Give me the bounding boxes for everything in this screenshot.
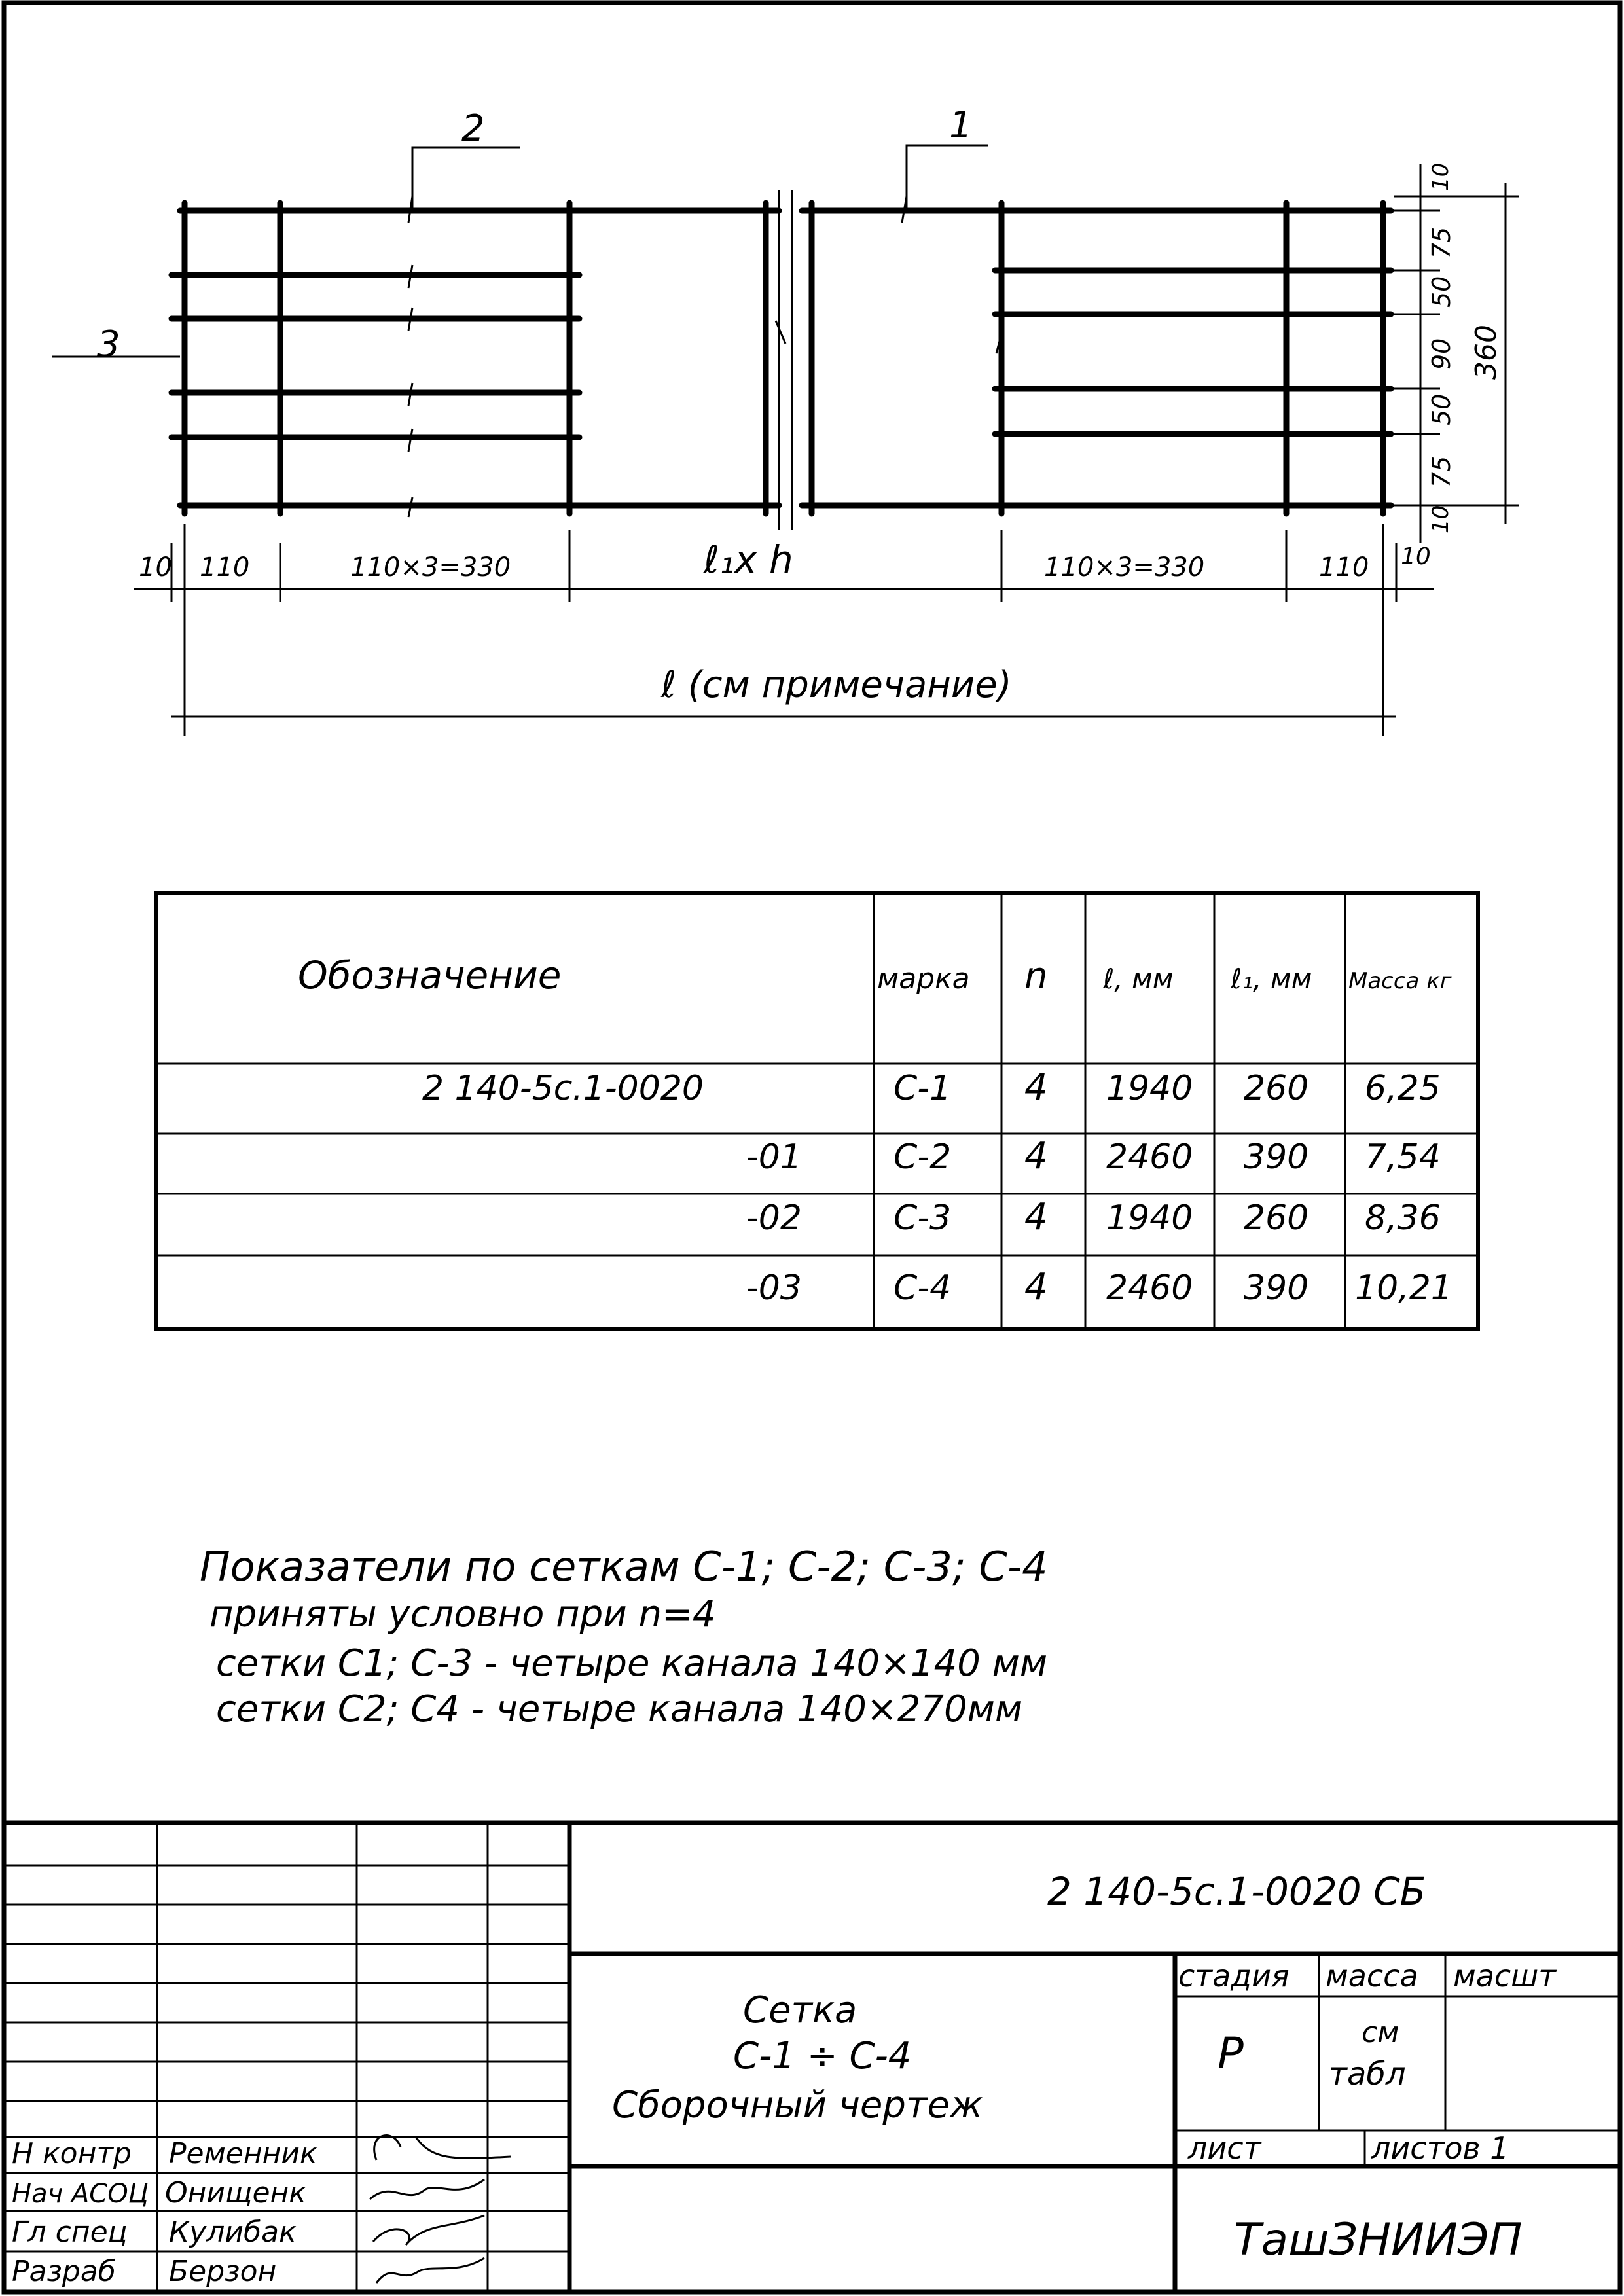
title-line-1: Сетка [743, 1989, 857, 2032]
row-3-mark: С-3 [893, 1198, 952, 1238]
dim-360-total: 360 [1470, 325, 1503, 380]
row-4-l: 2460 [1106, 1268, 1193, 1308]
dim-110-left: 110 [200, 552, 250, 583]
signature-3 [373, 2215, 484, 2245]
title-line-2: С-1 ÷ С-4 [733, 2035, 912, 2077]
dim-50-top: 50 [1427, 276, 1456, 308]
header-mark: марка [877, 962, 970, 996]
stage-value: Р [1218, 2028, 1244, 2079]
title-block [4, 1823, 1620, 2292]
row-4-mass: 10,21 [1355, 1268, 1453, 1308]
signature-4 [376, 2258, 484, 2283]
callout-number-2: 2 [461, 107, 485, 150]
row-3-n: 4 [1024, 1196, 1048, 1238]
mass-label: масса [1326, 1958, 1418, 1994]
signer-4-role: Разраб [12, 2255, 116, 2288]
title-line-3: Сборочный чертеж [612, 2084, 983, 2126]
dim-l1xh: ℓ₁x h [704, 537, 793, 582]
row-1-designation: 2 140-5с.1-0020 [422, 1069, 704, 1108]
document-code: 2 140-5с.1-0020 СБ [1047, 1869, 1426, 1914]
dim-90: 90 [1427, 338, 1456, 370]
organization-name: ТашЗНИИЭП [1234, 2214, 1523, 2266]
row-2-designation: -01 [746, 1138, 802, 1177]
bottom-dimensions [134, 524, 1434, 736]
mass-value-line-1: см [1362, 2016, 1399, 2049]
mass-value-line-2: табл [1329, 2056, 1406, 2092]
callout-leader-2 [412, 147, 520, 208]
dim-10-right: 10 [1401, 543, 1431, 570]
row-2-l1: 390 [1244, 1138, 1309, 1177]
dim-10-top: 10 [1428, 162, 1454, 191]
row-2-mark: С-2 [893, 1138, 952, 1177]
right-dimensions [1394, 163, 1519, 543]
header-n: n [1024, 955, 1048, 997]
overall-length-label: ℓ (см примечание) [661, 664, 1012, 706]
signer-1-role: Н контр [12, 2137, 132, 2170]
signer-3-role: Гл спец [12, 2215, 128, 2249]
weld-marks [408, 196, 1001, 517]
signature-1 [374, 2136, 511, 2160]
row-3-mass: 8,36 [1365, 1198, 1441, 1238]
callouts [52, 104, 988, 366]
callout-number-1: 1 [949, 104, 973, 147]
dim-10-left: 10 [139, 552, 172, 583]
note-line-4: сетки С2; С4 - четыре канала 140×270мм [216, 1688, 1023, 1731]
stage-label: стадия [1178, 1958, 1290, 1994]
signature-2 [370, 2179, 484, 2199]
dim-50-bottom: 50 [1427, 393, 1456, 425]
row-1-mark: С-1 [893, 1069, 952, 1108]
dim-330-left: 110×3=330 [350, 552, 511, 583]
row-4-l1: 390 [1244, 1268, 1309, 1308]
sheets-label: листов 1 [1371, 2130, 1509, 2166]
dim-110-right: 110 [1319, 552, 1369, 583]
dim-75-top: 75 [1427, 226, 1456, 259]
header-designation: Обозначение [298, 953, 562, 997]
row-4-designation: -03 [746, 1268, 802, 1308]
signer-3-name: Кулибак [169, 2215, 297, 2249]
signer-2-role: Нач АСОЦ [12, 2179, 149, 2209]
header-l: ℓ, мм [1103, 963, 1174, 995]
header-l1: ℓ₁, мм [1231, 963, 1312, 995]
dim-75-bottom: 75 [1427, 456, 1456, 488]
row-4-mark: С-4 [893, 1268, 952, 1308]
row-2-mass: 7,54 [1365, 1138, 1441, 1177]
callout-number-3: 3 [97, 323, 120, 366]
note-line-2: приняты условно при n=4 [209, 1593, 716, 1636]
note-line-1: Показатели по сеткам С-1; С-2; С-3; С-4 [200, 1543, 1048, 1590]
mesh-drawing [171, 190, 1391, 530]
row-2-l: 2460 [1106, 1138, 1193, 1177]
notes [200, 1543, 1048, 1731]
dim-330-right: 110×3=330 [1044, 552, 1205, 583]
row-2-n: 4 [1024, 1135, 1048, 1177]
scale-label: масшт [1453, 1958, 1557, 1994]
row-3-l1: 260 [1244, 1198, 1309, 1238]
row-1-n: 4 [1024, 1066, 1048, 1109]
signer-1-name: Ременник [169, 2137, 317, 2170]
row-1-l1: 260 [1244, 1069, 1309, 1108]
sheet-label: лист [1188, 2130, 1261, 2166]
note-line-3: сетки С1; С-3 - четыре канала 140×140 мм [216, 1642, 1048, 1685]
row-4-n: 4 [1024, 1266, 1048, 1308]
header-mass: Масса кг [1348, 968, 1452, 994]
row-3-designation: -02 [746, 1198, 802, 1238]
signer-4-name: Берзон [169, 2255, 277, 2288]
row-1-mass: 6,25 [1365, 1069, 1441, 1108]
dim-10-bottom: 10 [1428, 505, 1454, 533]
spec-table [156, 893, 1478, 1329]
row-1-l: 1940 [1106, 1069, 1193, 1108]
signer-2-name: Онищенк [165, 2176, 306, 2210]
row-3-l: 1940 [1106, 1198, 1193, 1238]
callout-leader-1 [907, 145, 988, 208]
